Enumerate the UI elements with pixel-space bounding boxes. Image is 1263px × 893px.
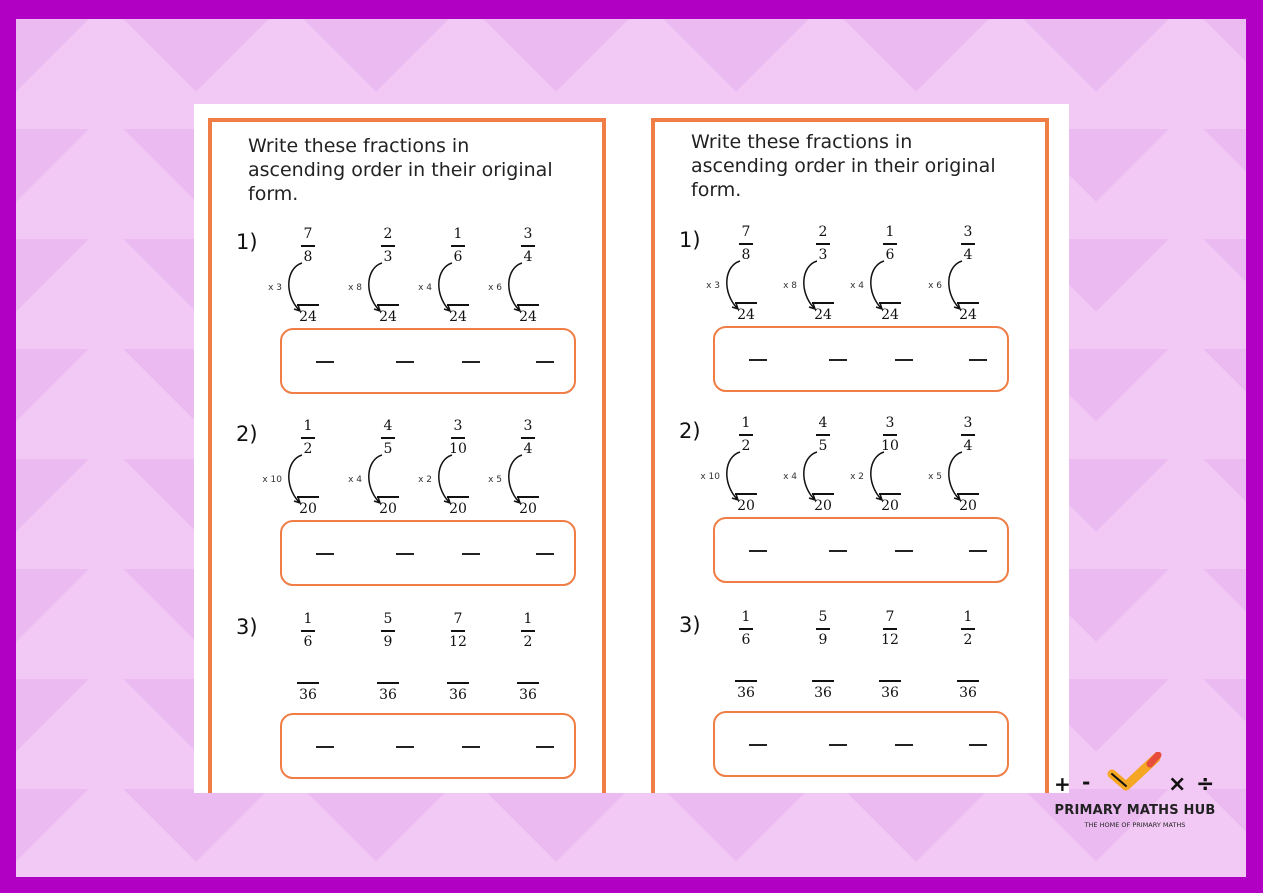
blank-line [297, 496, 319, 498]
fraction-denominator: 6 [885, 246, 895, 263]
fraction-denominator: 9 [383, 633, 393, 650]
denominator-value: 24 [814, 306, 832, 323]
denominator-value: 20 [299, 500, 317, 517]
fraction-bar [301, 630, 315, 632]
multiplier-label: x 6 [488, 283, 502, 293]
fraction-denominator: 4 [963, 437, 973, 454]
blank-line [879, 493, 901, 495]
fraction-denominator: 4 [523, 440, 533, 457]
multiplier-label: x 2 [850, 472, 864, 482]
fraction-denominator: 6 [453, 248, 463, 265]
fraction-bar [451, 630, 465, 632]
answer-blank[interactable] [829, 744, 847, 746]
fraction-denominator: 3 [818, 246, 828, 263]
worksheet-sheet [194, 104, 1069, 793]
blank-line [957, 680, 979, 682]
multiplier-label: x 2 [418, 475, 432, 485]
question-number: 2) [679, 419, 701, 443]
question-number: 3) [236, 615, 258, 639]
fraction-bar [739, 434, 753, 436]
multiplier-label: x 4 [418, 283, 432, 293]
fraction-denominator: 4 [523, 248, 533, 265]
blank-line [879, 680, 901, 682]
denominator-value: 20 [881, 497, 899, 514]
denominator-value: 20 [449, 500, 467, 517]
fraction-denominator: 5 [818, 437, 828, 454]
instructions-text: Write these fractions in ascending order in their original form. [248, 135, 553, 205]
fraction-bar [883, 628, 897, 630]
fraction-numerator: 3 [523, 418, 533, 434]
answer-blank[interactable] [749, 550, 767, 552]
equivalent-denominator [803, 493, 843, 514]
answer-blank[interactable] [462, 361, 480, 363]
equivalent-denominator [803, 302, 843, 323]
fraction-numerator: 3 [963, 415, 973, 431]
blank-line [447, 496, 469, 498]
equivalent-denominator [726, 302, 766, 323]
fraction [729, 609, 763, 649]
fraction-denominator: 6 [741, 631, 751, 648]
fraction-bar [301, 245, 315, 247]
fraction-bar [451, 245, 465, 247]
denominator-value: 20 [737, 497, 755, 514]
fraction-bar [739, 243, 753, 245]
equivalent-denominator [368, 496, 408, 517]
denominator-value: 24 [959, 306, 977, 323]
answer-blank[interactable] [536, 553, 554, 555]
equivalent-denominator [508, 682, 548, 703]
equivalent-denominator [948, 493, 988, 514]
fraction-denominator: 9 [818, 631, 828, 648]
question-number: 3) [679, 613, 701, 637]
equivalent-denominator [726, 680, 766, 701]
worksheet-card-right [651, 118, 1049, 793]
fraction-numerator: 5 [818, 609, 828, 625]
answer-blank[interactable] [316, 746, 334, 748]
answer-blank[interactable] [316, 553, 334, 555]
blank-line [735, 493, 757, 495]
checkmark-icon [1106, 752, 1164, 792]
equivalent-denominator [870, 302, 910, 323]
blank-line [957, 493, 979, 495]
fraction-numerator: 7 [741, 224, 751, 240]
question-number: 1) [679, 228, 701, 252]
fraction [873, 609, 907, 649]
question-number: 2) [236, 422, 258, 446]
denominator-value: 36 [814, 684, 832, 701]
denominator-value: 36 [449, 686, 467, 703]
fraction-bar [961, 628, 975, 630]
answer-blank[interactable] [462, 553, 480, 555]
fraction-bar [961, 243, 975, 245]
fraction-bar [451, 437, 465, 439]
fraction-bar [521, 245, 535, 247]
fraction-numerator: 4 [818, 415, 828, 431]
multiplier-label: x 10 [700, 472, 720, 482]
answer-blank[interactable] [895, 550, 913, 552]
answer-box[interactable] [713, 326, 1009, 392]
fraction [371, 611, 405, 651]
blank-line [957, 302, 979, 304]
equivalent-denominator [368, 304, 408, 325]
fraction [441, 611, 475, 651]
answer-blank[interactable] [396, 553, 414, 555]
answer-blank[interactable] [536, 746, 554, 748]
multiplier-label: x 10 [262, 475, 282, 485]
answer-box[interactable] [280, 713, 576, 779]
question-number: 1) [236, 230, 258, 254]
blank-line [447, 682, 469, 684]
answer-blank[interactable] [895, 744, 913, 746]
multiplier-label: x 3 [706, 281, 720, 291]
fraction-denominator: 8 [303, 248, 313, 265]
blank-line [517, 304, 539, 306]
equivalent-denominator [288, 304, 328, 325]
answer-blank[interactable] [829, 359, 847, 361]
blank-line [517, 496, 539, 498]
blank-line [297, 682, 319, 684]
equivalent-denominator [870, 493, 910, 514]
multiplier-label: x 8 [783, 281, 797, 291]
multiplier-label: x 4 [348, 475, 362, 485]
fraction [291, 611, 325, 651]
minus-icon: - [1082, 770, 1091, 794]
fraction-numerator: 2 [818, 224, 828, 240]
fraction-numerator: 7 [303, 226, 313, 242]
answer-blank[interactable] [749, 359, 767, 361]
denominator-value: 36 [737, 684, 755, 701]
blank-line [377, 304, 399, 306]
blank-line [447, 304, 469, 306]
fraction-numerator: 5 [383, 611, 393, 627]
fraction-numerator: 1 [453, 226, 463, 242]
equivalent-denominator [438, 304, 478, 325]
answer-blank[interactable] [462, 746, 480, 748]
equivalent-denominator [803, 680, 843, 701]
blank-line [812, 302, 834, 304]
fraction-denominator: 2 [963, 631, 973, 648]
fraction-denominator: 2 [303, 440, 313, 457]
answer-box[interactable] [280, 520, 576, 586]
blank-line [377, 682, 399, 684]
fraction-bar [816, 243, 830, 245]
blank-line [812, 680, 834, 682]
answer-blank[interactable] [396, 361, 414, 363]
fraction-numerator: 3 [885, 415, 895, 431]
equivalent-denominator [368, 682, 408, 703]
fraction-denominator: 4 [963, 246, 973, 263]
fraction-numerator: 1 [303, 611, 313, 627]
equivalent-denominator [726, 493, 766, 514]
answer-blank[interactable] [969, 550, 987, 552]
answer-blank[interactable] [895, 359, 913, 361]
fraction-numerator: 2 [383, 226, 393, 242]
blank-line [735, 302, 757, 304]
denominator-value: 24 [737, 306, 755, 323]
fraction-denominator: 2 [523, 633, 533, 650]
equivalent-denominator [288, 682, 328, 703]
answer-blank[interactable] [969, 744, 987, 746]
fraction-denominator: 10 [449, 440, 467, 457]
denominator-value: 20 [814, 497, 832, 514]
answer-blank[interactable] [829, 550, 847, 552]
primary-maths-hub-logo [1040, 748, 1230, 834]
fraction-bar [739, 628, 753, 630]
answer-blank[interactable] [316, 361, 334, 363]
fraction-denominator: 5 [383, 440, 393, 457]
answer-box[interactable] [280, 328, 576, 394]
worksheet-card-left [208, 118, 606, 793]
fraction-denominator: 8 [741, 246, 751, 263]
fraction-bar [961, 434, 975, 436]
fraction-numerator: 4 [383, 418, 393, 434]
denominator-value: 24 [519, 308, 537, 325]
equivalent-denominator [948, 302, 988, 323]
divide-icon: ÷ [1196, 772, 1215, 797]
instructions-text: Write these fractions in ascending order in their original form. [691, 131, 996, 201]
blank-line [517, 682, 539, 684]
fraction-numerator: 1 [523, 611, 533, 627]
denominator-value: 20 [959, 497, 977, 514]
multiplier-label: x 4 [783, 472, 797, 482]
denominator-value: 20 [379, 500, 397, 517]
denominator-value: 24 [881, 306, 899, 323]
equivalent-denominator [438, 682, 478, 703]
fraction-denominator: 3 [383, 248, 393, 265]
fraction-bar [381, 245, 395, 247]
fraction-numerator: 3 [523, 226, 533, 242]
blank-line [812, 493, 834, 495]
fraction-numerator: 3 [963, 224, 973, 240]
denominator-value: 24 [449, 308, 467, 325]
fraction-numerator: 3 [453, 418, 463, 434]
equivalent-denominator [508, 496, 548, 517]
answer-blank[interactable] [749, 744, 767, 746]
answer-blank[interactable] [396, 746, 414, 748]
fraction-denominator: 2 [741, 437, 751, 454]
fraction-denominator: 12 [449, 633, 467, 650]
fraction-numerator: 1 [885, 224, 895, 240]
fraction-bar [816, 434, 830, 436]
fraction-numerator: 1 [303, 418, 313, 434]
denominator-value: 24 [379, 308, 397, 325]
fraction-denominator: 6 [303, 633, 313, 650]
answer-box[interactable] [713, 517, 1009, 583]
equivalent-denominator [870, 680, 910, 701]
blank-line [377, 496, 399, 498]
fraction [511, 611, 545, 651]
multiplier-label: x 3 [268, 283, 282, 293]
fraction-bar [521, 437, 535, 439]
plus-icon: + [1054, 772, 1071, 796]
denominator-value: 36 [379, 686, 397, 703]
blank-line [297, 304, 319, 306]
multiplier-label: x 8 [348, 283, 362, 293]
logo-subtitle: THE HOME OF PRIMARY MATHS [1084, 821, 1186, 829]
fraction-bar [883, 243, 897, 245]
fraction-bar [381, 630, 395, 632]
answer-blank[interactable] [536, 361, 554, 363]
fraction-denominator: 10 [881, 437, 899, 454]
blank-line [879, 302, 901, 304]
fraction-bar [816, 628, 830, 630]
fraction-numerator: 7 [453, 611, 463, 627]
fraction-bar [381, 437, 395, 439]
denominator-value: 36 [959, 684, 977, 701]
multiply-icon: × [1168, 772, 1187, 797]
fraction-numerator: 7 [885, 609, 895, 625]
fraction-numerator: 1 [741, 415, 751, 431]
denominator-value: 24 [299, 308, 317, 325]
fraction-bar [883, 434, 897, 436]
blank-line [735, 680, 757, 682]
equivalent-denominator [288, 496, 328, 517]
equivalent-denominator [508, 304, 548, 325]
logo-title: PRIMARY MATHS HUB [1054, 803, 1216, 818]
answer-box[interactable] [713, 711, 1009, 777]
equivalent-denominator [948, 680, 988, 701]
fraction-bar [301, 437, 315, 439]
denominator-value: 36 [299, 686, 317, 703]
fraction [951, 609, 985, 649]
answer-blank[interactable] [969, 359, 987, 361]
multiplier-label: x 5 [928, 472, 942, 482]
equivalent-denominator [438, 496, 478, 517]
fraction-numerator: 1 [963, 609, 973, 625]
denominator-value: 20 [519, 500, 537, 517]
denominator-value: 36 [519, 686, 537, 703]
fraction-bar [521, 630, 535, 632]
logo-symbols [1040, 748, 1230, 800]
multiplier-label: x 4 [850, 281, 864, 291]
multiplier-label: x 5 [488, 475, 502, 485]
fraction-denominator: 12 [881, 631, 899, 648]
fraction-numerator: 1 [741, 609, 751, 625]
fraction [806, 609, 840, 649]
denominator-value: 36 [881, 684, 899, 701]
multiplier-label: x 6 [928, 281, 942, 291]
